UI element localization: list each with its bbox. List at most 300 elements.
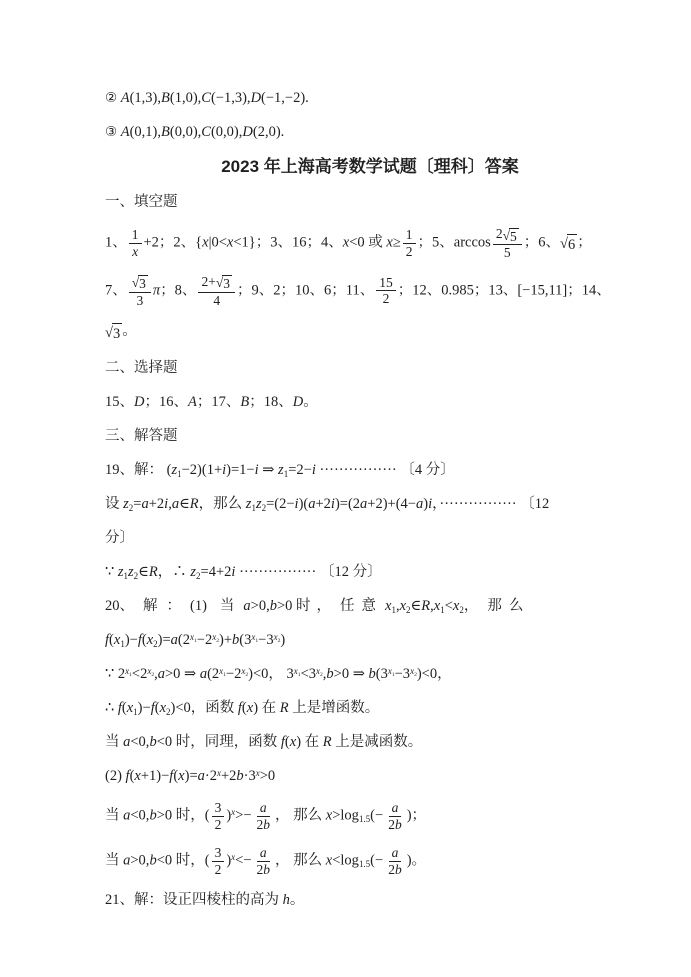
fraction bbox=[129, 227, 142, 259]
math-variable: i bbox=[231, 564, 236, 581]
text-run: 1 bbox=[391, 671, 395, 678]
text-run: ∈ bbox=[138, 564, 149, 581]
text-run: <0, bbox=[130, 734, 150, 751]
space-gap bbox=[355, 609, 362, 610]
text-run: >0 bbox=[259, 768, 276, 785]
math-variable: C bbox=[201, 90, 211, 106]
math-variable: x bbox=[231, 852, 236, 863]
subscript bbox=[298, 672, 301, 678]
text-run: 2+ bbox=[201, 273, 216, 289]
text-run: ；8、 bbox=[160, 282, 197, 299]
text-run: −3 bbox=[258, 632, 274, 649]
denominator bbox=[385, 862, 405, 878]
math-variable: f bbox=[280, 734, 285, 751]
text-run: 1 bbox=[283, 468, 289, 479]
math-variable: h bbox=[282, 892, 290, 909]
text-run: <0, bbox=[130, 807, 150, 824]
text-run: (3 bbox=[375, 666, 388, 683]
text-run: 2 bbox=[388, 816, 395, 832]
text-run: ·2 bbox=[204, 768, 217, 785]
math-variable: x bbox=[325, 807, 333, 824]
superscript bbox=[125, 666, 132, 676]
fill-in-answers-line-1 bbox=[105, 226, 645, 261]
math-variable: D bbox=[250, 90, 262, 106]
fraction bbox=[254, 845, 274, 877]
subscript bbox=[124, 571, 129, 581]
text-run: )<0， 3 bbox=[248, 666, 294, 683]
text-run: (0,0), bbox=[210, 124, 243, 140]
text-run: 2 bbox=[406, 604, 411, 615]
text-run: 当 bbox=[219, 598, 235, 615]
text-run: ( bbox=[121, 700, 127, 717]
answer-19-line-3 bbox=[105, 528, 645, 549]
text-run: 3 bbox=[112, 326, 121, 343]
denominator bbox=[403, 244, 416, 260]
math-variable: x bbox=[178, 768, 185, 785]
text-run: 19、解： ( bbox=[105, 462, 172, 479]
text-run: ( bbox=[109, 632, 114, 649]
answer-19-line-2 bbox=[105, 494, 645, 515]
text-run: ················ 〔4 分〕 bbox=[315, 462, 455, 479]
subscript bbox=[223, 672, 226, 678]
text-run: ) 在 bbox=[296, 734, 323, 751]
text-run: |0< bbox=[208, 234, 227, 251]
radical-sign: √ bbox=[105, 325, 113, 342]
math-variable: i bbox=[294, 496, 299, 513]
text-run: 。 bbox=[303, 394, 318, 411]
text-run: 2 bbox=[216, 637, 219, 644]
math-variable: a bbox=[141, 496, 149, 513]
text-run: >0, bbox=[250, 598, 270, 615]
superscript bbox=[219, 666, 226, 676]
text-run: ，那么 bbox=[198, 496, 246, 513]
denominator bbox=[254, 817, 274, 833]
text-run: (1,0), bbox=[169, 90, 202, 106]
text-run: (− bbox=[370, 852, 384, 869]
math-variable: B bbox=[240, 394, 250, 411]
denominator bbox=[380, 291, 393, 307]
text-run: 2 bbox=[256, 816, 264, 832]
answer-20-line-8 bbox=[105, 845, 645, 877]
text-run: 当 bbox=[105, 852, 124, 869]
math-variable: b bbox=[368, 666, 376, 683]
math-variable: x bbox=[385, 598, 392, 615]
text-run: , bbox=[154, 666, 158, 683]
answer-20-line-7 bbox=[105, 800, 645, 832]
text-run: 1 bbox=[297, 671, 301, 678]
numerator bbox=[403, 227, 416, 244]
denominator bbox=[210, 293, 223, 309]
text-run: 1 bbox=[123, 570, 129, 581]
math-variable: z bbox=[278, 462, 284, 479]
text-run: >0 ⇒ bbox=[164, 666, 200, 683]
text-run: ；6、 bbox=[523, 234, 560, 251]
answer-21-line-1 bbox=[105, 890, 645, 911]
superscript bbox=[217, 768, 221, 778]
denominator bbox=[133, 293, 146, 309]
choice-answers bbox=[105, 392, 645, 413]
text-run: 1 bbox=[177, 468, 182, 479]
text-run: <0 时，同理，函数 bbox=[156, 734, 281, 751]
math-variable: b bbox=[394, 816, 402, 832]
text-run: ( bbox=[141, 632, 147, 649]
text-run: >0 时，( bbox=[156, 807, 210, 824]
math-variable: x bbox=[289, 734, 297, 751]
text-run: ⇒ bbox=[258, 462, 279, 479]
math-variable: i bbox=[164, 496, 169, 513]
text-run: , bbox=[395, 598, 400, 615]
fraction bbox=[376, 275, 396, 307]
math-variable: z bbox=[123, 496, 129, 513]
subscript bbox=[278, 638, 281, 644]
math-variable: b bbox=[149, 807, 157, 824]
math-variable: x bbox=[226, 234, 234, 251]
numerator bbox=[493, 226, 522, 245]
text-run: 上是增函数。 bbox=[288, 700, 380, 717]
text-run: ················ 〔12 分〕 bbox=[235, 564, 382, 581]
text-run: )= bbox=[157, 632, 171, 649]
text-run: >log bbox=[332, 807, 359, 824]
math-variable: x bbox=[212, 631, 217, 642]
text-run: 3 bbox=[214, 845, 222, 861]
math-variable: A bbox=[187, 394, 197, 411]
answer-item-circle2 bbox=[105, 88, 645, 109]
section-heading-fill-in bbox=[105, 192, 645, 213]
math-variable: x bbox=[387, 665, 392, 676]
numerator bbox=[389, 845, 402, 862]
superscript bbox=[251, 632, 258, 642]
math-variable: i bbox=[222, 462, 227, 479]
numerator bbox=[257, 800, 270, 817]
text-run: )<0， bbox=[416, 666, 452, 683]
text-run: 。 bbox=[289, 892, 305, 909]
math-variable: a bbox=[243, 598, 251, 615]
math-variable: R bbox=[322, 734, 332, 751]
subscript bbox=[255, 638, 258, 644]
subscript bbox=[284, 469, 289, 479]
text-run: ，∴ bbox=[157, 564, 191, 581]
text-run: (2) bbox=[105, 768, 126, 785]
math-variable: x bbox=[399, 598, 407, 615]
numerator bbox=[212, 845, 225, 862]
subscript bbox=[320, 672, 323, 678]
math-variable: a bbox=[199, 666, 208, 683]
radical-sign: √ bbox=[559, 236, 568, 253]
subscript bbox=[129, 503, 134, 513]
math-variable: b bbox=[263, 816, 271, 832]
sqrt-radical bbox=[132, 275, 148, 292]
text-run: ；17、 bbox=[196, 394, 241, 411]
numerator bbox=[198, 274, 235, 293]
math-variable: a bbox=[416, 496, 424, 513]
text-run: 21、解：设正四棱柱的高为 bbox=[105, 892, 283, 909]
math-variable: a bbox=[123, 807, 131, 824]
text-run: +2)+(4− bbox=[367, 496, 416, 513]
text-run: )( bbox=[298, 496, 309, 513]
superscript bbox=[256, 768, 260, 778]
document-content bbox=[105, 88, 645, 924]
enclosed-number: ③ bbox=[105, 124, 118, 140]
math-variable: z bbox=[190, 564, 197, 581]
text-run: 3 bbox=[214, 800, 222, 816]
radical-sign: √ bbox=[131, 275, 140, 291]
math-variable: x bbox=[342, 234, 350, 251]
superscript bbox=[294, 666, 301, 676]
subscript bbox=[392, 672, 395, 678]
text-run: )； bbox=[406, 807, 427, 824]
answer-19-line-4 bbox=[105, 562, 645, 583]
math-variable: x bbox=[190, 631, 194, 642]
text-run: ， 那么 bbox=[275, 807, 326, 824]
text-run: 6 bbox=[567, 237, 576, 254]
text-run: ( bbox=[241, 700, 247, 717]
math-variable: x bbox=[202, 234, 209, 251]
text-run: ；9、2；10、6；11、 bbox=[236, 282, 375, 299]
subscript bbox=[153, 639, 158, 649]
text-run: ·3 bbox=[243, 768, 256, 785]
text-run: 2 bbox=[277, 637, 281, 644]
math-variable: x bbox=[147, 665, 152, 676]
math-variable: x bbox=[273, 631, 278, 642]
text-run: )− bbox=[124, 632, 138, 649]
text-run: 1.5 bbox=[358, 813, 371, 824]
math-variable: B bbox=[161, 124, 170, 140]
subscript bbox=[133, 707, 138, 717]
numerator bbox=[129, 274, 151, 293]
math-variable: b bbox=[263, 861, 271, 877]
text-run: 1 bbox=[194, 637, 197, 644]
text-run: 1 bbox=[440, 604, 445, 615]
text-run: >0 ⇒ bbox=[333, 666, 369, 683]
space-gap bbox=[478, 609, 487, 610]
superscript bbox=[231, 807, 235, 817]
text-run: ≥ bbox=[392, 234, 401, 251]
text-run: (− bbox=[370, 807, 384, 824]
numerator bbox=[212, 800, 225, 817]
text-run: 当 bbox=[105, 807, 124, 824]
math-variable: f bbox=[117, 700, 122, 717]
math-variable: f bbox=[169, 768, 174, 785]
text-run: 2 bbox=[153, 638, 158, 649]
text-run: (1) bbox=[190, 598, 207, 615]
text-run: ；12、0.985；13、[−15,11]；14、 bbox=[397, 282, 611, 299]
text-run: )+ bbox=[219, 632, 233, 649]
math-variable: z bbox=[245, 496, 252, 513]
text-run: ( bbox=[154, 700, 160, 717]
text-run: 1 bbox=[133, 706, 138, 717]
text-run: , bbox=[430, 598, 434, 615]
math-variable: x bbox=[219, 665, 224, 676]
math-variable: x bbox=[452, 598, 460, 615]
text-run: ∴ bbox=[105, 700, 118, 717]
text-run: 2 bbox=[388, 861, 395, 877]
text-run: 15 bbox=[379, 274, 393, 290]
fraction bbox=[385, 800, 405, 832]
text-run: (2 bbox=[207, 666, 220, 683]
math-variable: x bbox=[293, 665, 298, 676]
text-run: 2 bbox=[405, 243, 413, 259]
text-run: 2 bbox=[256, 861, 264, 877]
text-run: <3 bbox=[300, 666, 317, 683]
text-run: ) bbox=[226, 852, 232, 869]
math-variable: f bbox=[125, 768, 130, 785]
math-variable: x bbox=[241, 665, 246, 676]
text-run: 2 bbox=[214, 816, 222, 832]
subscript bbox=[251, 503, 256, 513]
document-title: 2023 年上海高考数学试题〔理科〕答案 bbox=[221, 157, 519, 176]
math-variable: a bbox=[391, 800, 399, 816]
text-run: 2 bbox=[261, 502, 267, 513]
numerator bbox=[376, 275, 396, 292]
sqrt-radical bbox=[560, 234, 577, 256]
numerator bbox=[129, 227, 142, 244]
math-variable: x bbox=[251, 631, 256, 642]
text-run: 1.5 bbox=[358, 858, 371, 869]
superscript bbox=[147, 666, 154, 676]
math-variable: a bbox=[360, 496, 368, 513]
math-variable: a bbox=[123, 734, 131, 751]
text-run: <0 时，( bbox=[156, 852, 210, 869]
text-run: = bbox=[133, 496, 142, 513]
space-gap bbox=[134, 609, 143, 610]
text-run: 3 bbox=[223, 276, 230, 292]
text-run: >− bbox=[235, 807, 252, 824]
text-run: 5 bbox=[503, 245, 511, 261]
text-run: >0 时 bbox=[276, 598, 311, 615]
math-variable: R bbox=[421, 598, 431, 615]
radicand bbox=[138, 275, 148, 292]
fraction bbox=[385, 845, 405, 877]
math-variable: π bbox=[152, 282, 161, 299]
text-run: , bbox=[168, 496, 172, 513]
text-run: )− bbox=[137, 700, 151, 717]
text-run: 1 bbox=[120, 638, 125, 649]
text-run: ，················ 〔12 bbox=[432, 496, 550, 513]
subscript bbox=[216, 638, 219, 644]
text-run: ， 那么 bbox=[275, 852, 326, 869]
fraction bbox=[403, 227, 416, 259]
text-run: ) 在 bbox=[253, 700, 280, 717]
math-variable: x bbox=[125, 665, 130, 676]
text-run: ) bbox=[226, 807, 232, 824]
math-variable: f bbox=[237, 700, 242, 717]
text-run: ， bbox=[316, 598, 332, 615]
text-run: <log bbox=[332, 852, 359, 869]
text-run: <2 bbox=[131, 666, 148, 683]
subscript bbox=[129, 672, 132, 678]
text-run: (0,0), bbox=[169, 124, 202, 140]
fill-in-answers-line-3 bbox=[105, 321, 645, 345]
denominator bbox=[254, 862, 274, 878]
text-run: =4+2 bbox=[200, 564, 232, 581]
denominator bbox=[129, 244, 141, 260]
math-variable: f bbox=[105, 632, 110, 649]
sqrt-radical bbox=[216, 275, 232, 292]
text-run: 2 bbox=[133, 570, 139, 581]
math-variable: x bbox=[410, 665, 415, 676]
math-variable: b bbox=[269, 598, 277, 615]
text-run: 当 bbox=[105, 734, 124, 751]
text-run: 2 bbox=[128, 502, 134, 513]
text-run: (2 bbox=[177, 632, 190, 649]
math-variable: x bbox=[386, 234, 393, 251]
section-heading-solutions bbox=[105, 426, 645, 447]
text-run: +1)− bbox=[140, 768, 170, 785]
math-variable: b bbox=[149, 734, 157, 751]
text-run: −3 bbox=[394, 666, 411, 683]
answer-20-line-5 bbox=[105, 732, 645, 753]
subscript bbox=[406, 605, 411, 615]
math-variable: R bbox=[148, 564, 158, 581]
superscript bbox=[212, 632, 219, 642]
text-run: ( bbox=[129, 768, 135, 785]
math-variable: x bbox=[246, 700, 254, 717]
text-run: 2 bbox=[196, 570, 201, 581]
fill-in-answers-line-2 bbox=[105, 274, 645, 309]
text-run: )= bbox=[184, 768, 198, 785]
math-variable: A bbox=[120, 90, 130, 106]
math-variable: B bbox=[161, 90, 170, 106]
answer-19-line-1 bbox=[105, 460, 645, 481]
text-run: 2 bbox=[382, 291, 390, 307]
text-run: 2 bbox=[166, 706, 171, 717]
superscript bbox=[274, 632, 281, 642]
superscript bbox=[241, 666, 248, 676]
subscript bbox=[359, 814, 370, 824]
answer-20-line-1 bbox=[105, 596, 645, 617]
text-run: ∵ bbox=[105, 564, 118, 581]
text-run: ；5、arccos bbox=[417, 234, 491, 251]
text-run: (0,1), bbox=[129, 124, 162, 140]
text-run: ， bbox=[463, 598, 479, 615]
space-gap bbox=[376, 609, 385, 610]
text-run: 1 bbox=[391, 604, 396, 615]
math-variable: a bbox=[308, 496, 316, 513]
text-run: 三、解答题 bbox=[105, 428, 178, 445]
text-run: 2 bbox=[245, 671, 249, 678]
math-variable: i bbox=[254, 462, 259, 479]
text-run: −2 bbox=[225, 666, 242, 683]
text-run: )<0，函数 bbox=[170, 700, 238, 717]
text-run: 2 bbox=[495, 226, 503, 241]
denominator bbox=[212, 862, 225, 878]
text-run: ) bbox=[423, 496, 429, 513]
math-variable: f bbox=[137, 632, 142, 649]
math-variable: a bbox=[123, 852, 131, 869]
text-run: 。 bbox=[122, 323, 137, 340]
math-variable: b bbox=[394, 861, 402, 877]
math-variable: i bbox=[311, 462, 316, 479]
text-run: )=1− bbox=[226, 462, 255, 479]
math-variable: a bbox=[259, 845, 267, 861]
numerator bbox=[257, 845, 270, 862]
math-variable: b bbox=[236, 768, 244, 785]
math-variable: z bbox=[128, 564, 134, 581]
text-run: 2 bbox=[414, 671, 417, 678]
math-variable: i bbox=[428, 496, 433, 513]
subscript bbox=[245, 672, 248, 678]
text-run: >0, bbox=[130, 852, 150, 869]
text-run: 2 bbox=[214, 861, 222, 877]
math-variable: b bbox=[149, 852, 157, 869]
text-run: −2)(1+ bbox=[181, 462, 223, 479]
text-run: 2 bbox=[459, 604, 464, 615]
subscript bbox=[414, 672, 417, 678]
space-gap bbox=[158, 609, 167, 610]
math-variable: C bbox=[201, 124, 211, 140]
denominator bbox=[212, 817, 225, 833]
text-run: 3 bbox=[136, 292, 144, 308]
